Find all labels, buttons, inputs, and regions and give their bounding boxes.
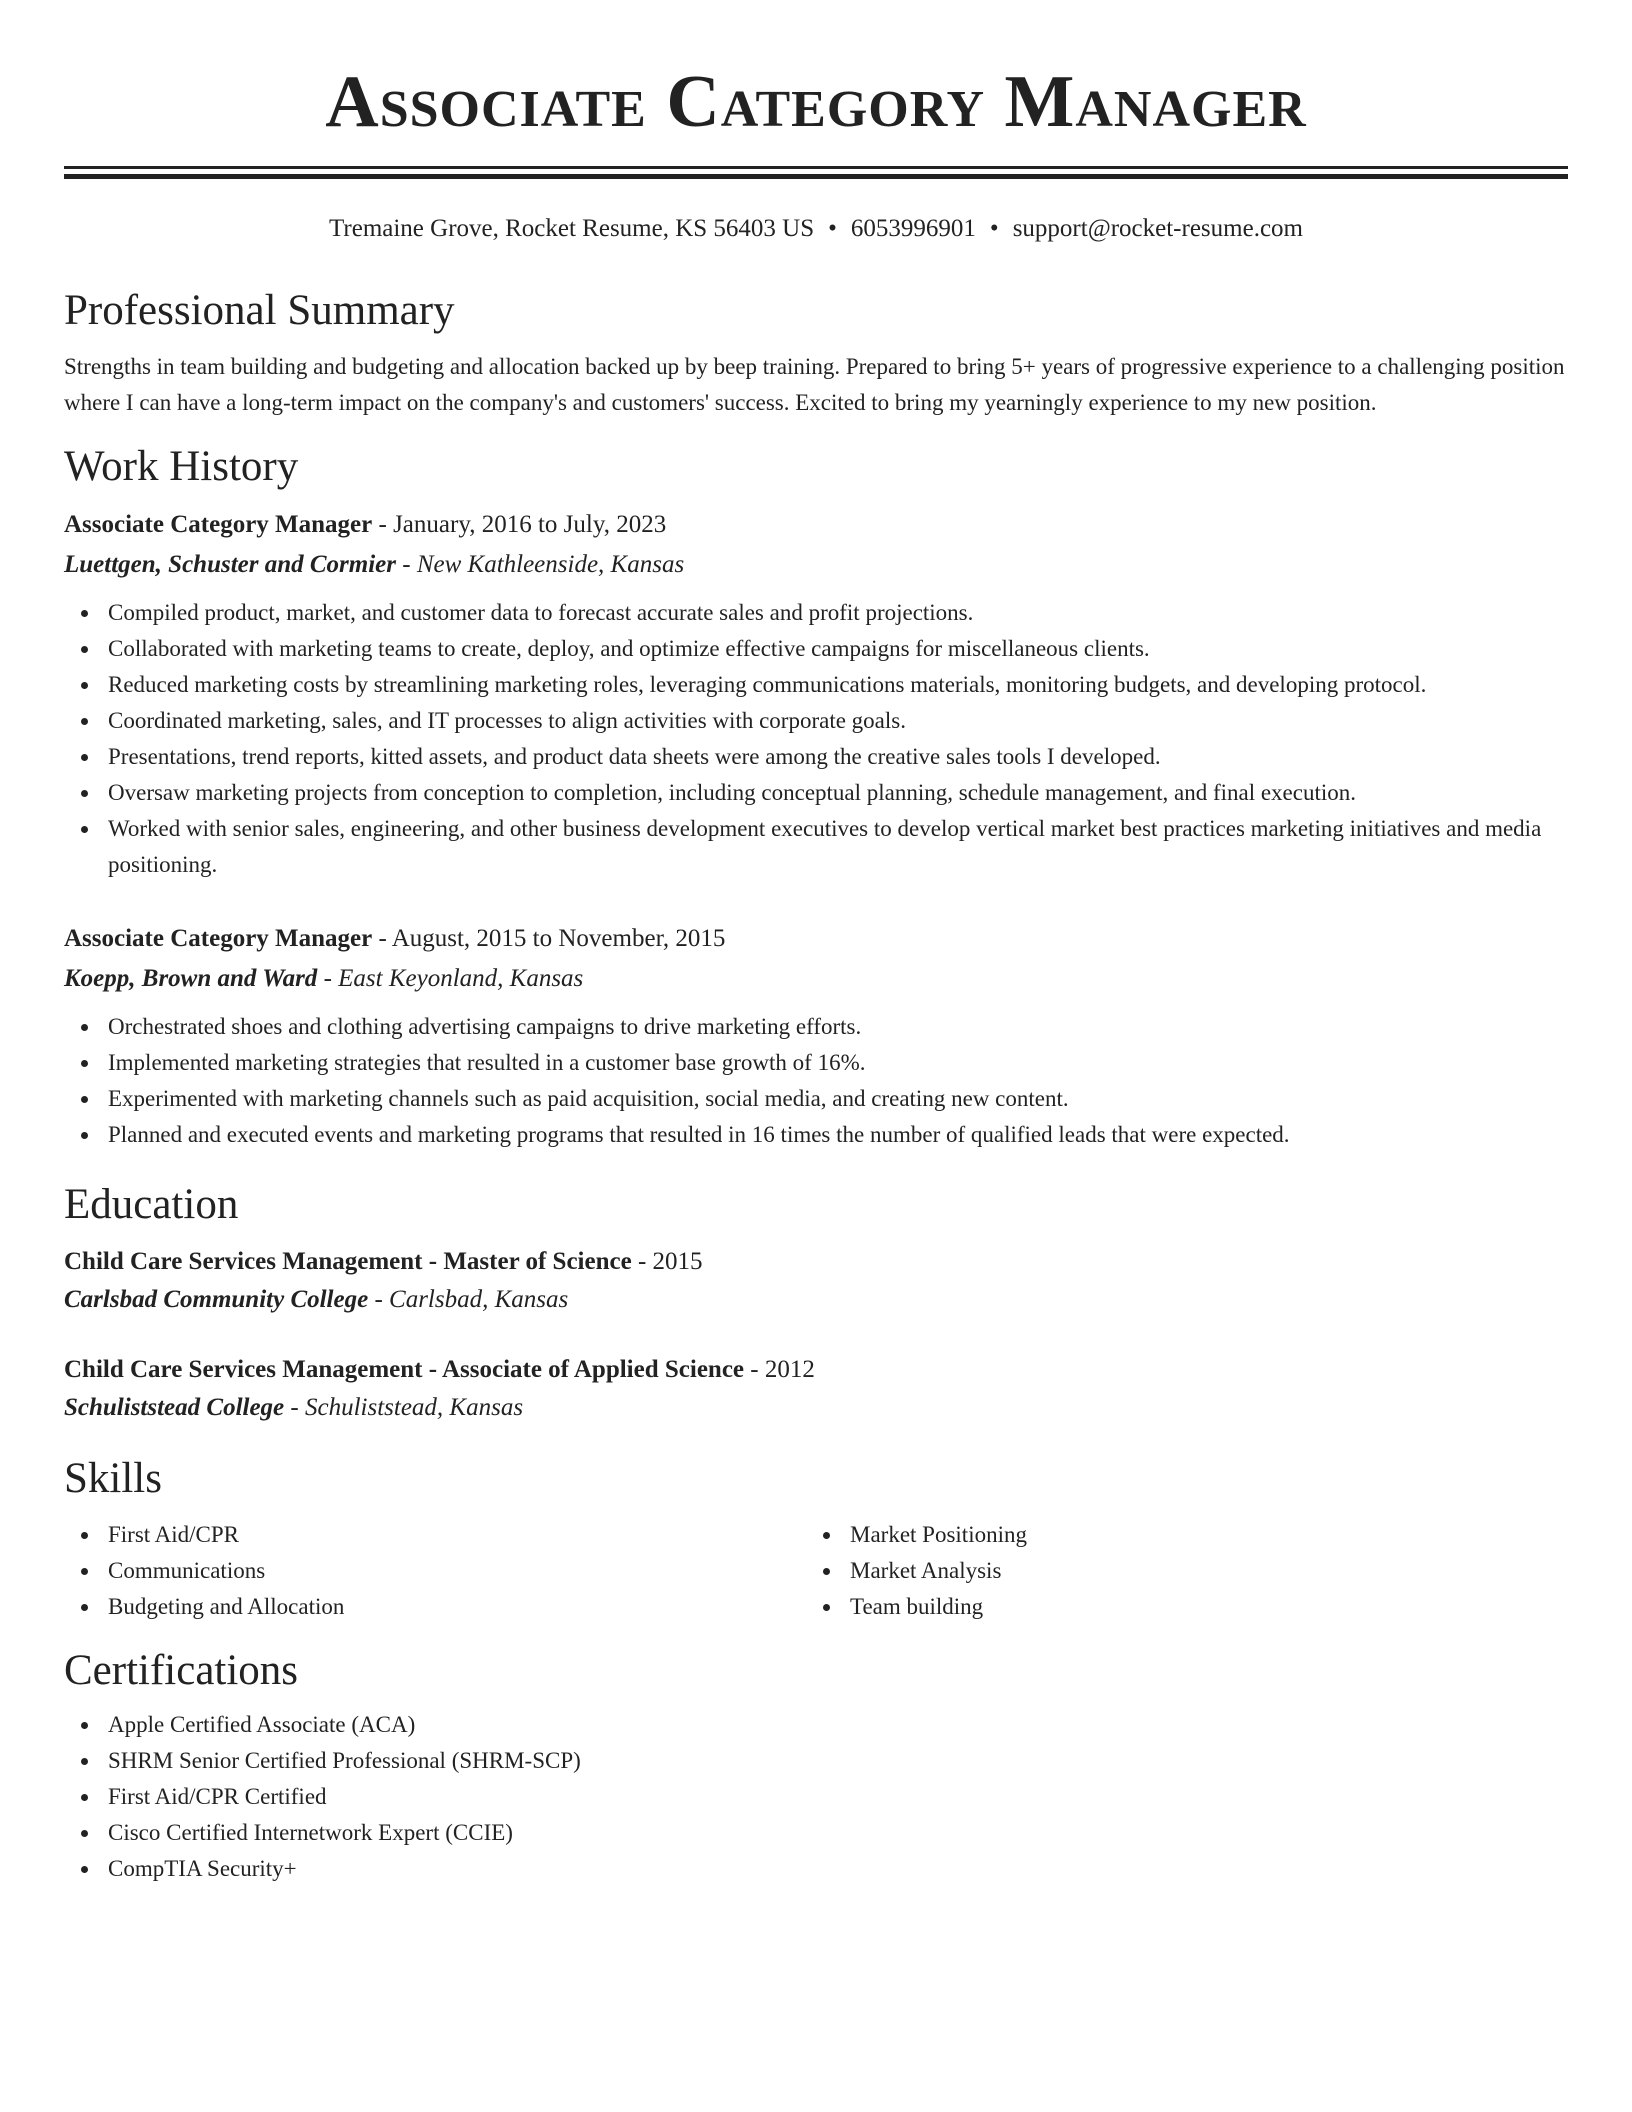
job-bullets <box>64 595 1568 883</box>
job-bullet: Compiled product, market, and customer data to forecast accurate sales and profit projections. <box>108 595 1568 631</box>
job-bullet: Planned and executed events and marketing programs that resulted in 16 times the number of qualified leads that were expected. <box>108 1117 1568 1153</box>
degree-year: 2012 <box>764 1356 815 1383</box>
summary-heading: Professional Summary <box>64 287 455 334</box>
school-location: Carlsbad, Kansas <box>389 1286 569 1313</box>
company-line: Koepp, Brown and Ward - East Keyonland, Kansas <box>64 965 584 992</box>
certification-item: First Aid/CPR Certified <box>108 1779 1568 1815</box>
certifications-list <box>64 1707 1568 1887</box>
job-bullet: Coordinated marketing, sales, and IT processes to align activities with corporate goals. <box>108 703 1568 739</box>
job-dates: January, 2016 to July, 2023 <box>393 511 667 538</box>
job-bullets <box>64 1009 1568 1153</box>
skill-item: Team building <box>850 1589 1548 1625</box>
work-history-heading: Work History <box>64 443 299 490</box>
certifications-heading: Certifications <box>64 1647 299 1694</box>
education-entry <box>64 1351 1568 1427</box>
job-bullet: Experimented with marketing channels such as paid acquisition, social media, and creating new content. <box>108 1081 1568 1117</box>
skill-item: Market Analysis <box>850 1553 1548 1589</box>
skill-item: Market Positioning <box>850 1517 1548 1553</box>
company-location: East Keyonland, Kansas <box>338 965 584 992</box>
skills-column-right <box>806 1517 1548 1625</box>
skills-grid <box>64 1517 1568 1625</box>
degree-name: Child Care Services Management - Associate of Applied Science <box>64 1356 745 1383</box>
company-name: Luettgen, Schuster and Cormier <box>64 551 396 578</box>
degree-line: Child Care Services Management - Associate of Applied Science - 2012 <box>64 1356 815 1383</box>
skills-column-left <box>64 1517 806 1625</box>
degree-line: Child Care Services Management - Master of Science - 2015 <box>64 1248 703 1275</box>
certification-item: Apple Certified Associate (ACA) <box>108 1707 1568 1743</box>
education-entry <box>64 1243 1568 1319</box>
title-divider-bottom <box>64 174 1568 179</box>
certification-item: SHRM Senior Certified Professional (SHRM-SCP) <box>108 1743 1568 1779</box>
job-bullet: Implemented marketing strategies that resulted in a customer base growth of 16%. <box>108 1045 1568 1081</box>
summary-text: Strengths in team building and budgeting and allocation backed up by beep training. Prepared to bring 5+ years of progressive experience to a challenging position where I can have a long-term impact on the company's and customers' success. Excited to bring my yearningly experience to my new position. <box>64 354 1565 415</box>
job-bullet: Presentations, trend reports, kitted assets, and product data sheets were among the creative sales tools I developed. <box>108 739 1568 775</box>
job-title: Associate Category Manager <box>64 925 373 952</box>
job-bullet: Worked with senior sales, engineering, and other business development executives to develop vertical market best practices marketing initiatives and media positioning. <box>108 811 1568 883</box>
education-heading: Education <box>64 1181 239 1228</box>
job-bullet: Oversaw marketing projects from conception to completion, including conceptual planning, schedule management, and final execution. <box>108 775 1568 811</box>
job-bullet: Reduced marketing costs by streamlining marketing roles, leveraging communications materials, monitoring budgets, and developing protocol. <box>108 667 1568 703</box>
resume-title: Associate Category Manager <box>325 61 1307 143</box>
school-name: Schuliststead College <box>64 1394 285 1421</box>
school-line: Carlsbad Community College - Carlsbad, Kansas <box>64 1286 569 1313</box>
certification-item: CompTIA Security+ <box>108 1851 1568 1887</box>
degree-name: Child Care Services Management - Master of Science <box>64 1248 632 1275</box>
contact-separator: • <box>828 215 837 242</box>
job-entry <box>64 505 1568 883</box>
skill-item: Communications <box>108 1553 806 1589</box>
job-title-line: Associate Category Manager - January, 2016 to July, 2023 <box>64 511 667 538</box>
skill-item: Budgeting and Allocation <box>108 1589 806 1625</box>
job-dates: August, 2015 to November, 2015 <box>391 925 726 952</box>
school-line: Schuliststead College - Schuliststead, Kansas <box>64 1394 524 1421</box>
contact-line <box>64 213 1568 245</box>
certification-item: Cisco Certified Internetwork Expert (CCIE) <box>108 1815 1568 1851</box>
job-title: Associate Category Manager <box>64 511 373 538</box>
company-line: Luettgen, Schuster and Cormier - New Kathleenside, Kansas <box>64 551 685 578</box>
job-bullet: Orchestrated shoes and clothing advertising campaigns to drive marketing efforts. <box>108 1009 1568 1045</box>
job-title-line: Associate Category Manager - August, 2015 to November, 2015 <box>64 925 726 952</box>
school-name: Carlsbad Community College <box>64 1286 369 1313</box>
resume-page <box>64 0 1568 1887</box>
job-entry <box>64 919 1568 1153</box>
degree-year: 2015 <box>652 1248 703 1275</box>
school-location: Schuliststead, Kansas <box>304 1394 524 1421</box>
contact-email: support@rocket-resume.com <box>1012 215 1303 242</box>
job-bullet: Collaborated with marketing teams to create, deploy, and optimize effective campaigns for miscellaneous clients. <box>108 631 1568 667</box>
contact-address: Tremaine Grove, Rocket Resume, KS 56403 US <box>329 215 815 242</box>
skill-item: First Aid/CPR <box>108 1517 806 1553</box>
contact-phone: 6053996901 <box>850 215 976 242</box>
company-location: New Kathleenside, Kansas <box>416 551 685 578</box>
skills-heading: Skills <box>64 1455 162 1502</box>
company-name: Koepp, Brown and Ward <box>64 965 318 992</box>
title-divider-top <box>64 166 1568 169</box>
contact-separator: • <box>989 215 999 242</box>
